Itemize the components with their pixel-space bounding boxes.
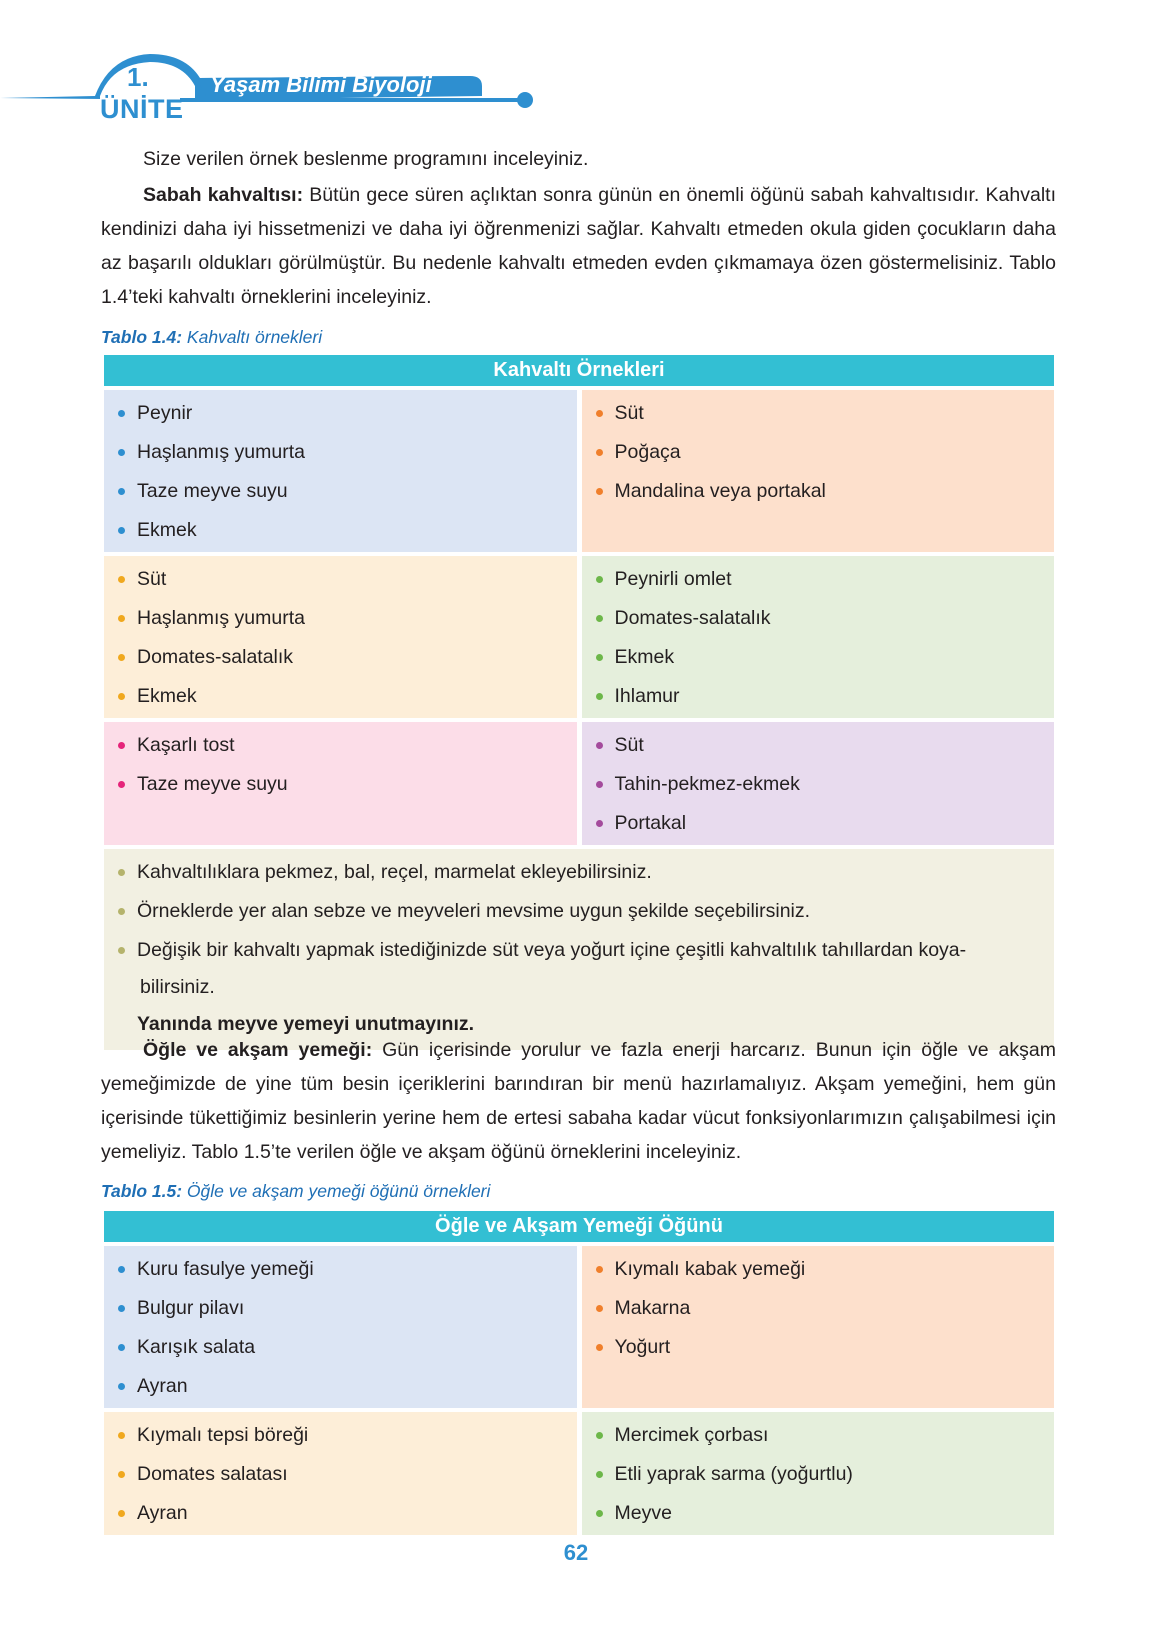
note-emphasis: Yanında meyve yemeyi unutmayınız. — [137, 1012, 475, 1035]
table2-caption-label: Tablo 1.5: — [101, 1181, 183, 1201]
list-item-text: Poğaça — [614, 441, 681, 463]
table1-notes — [104, 849, 1054, 1050]
bullet-icon — [596, 693, 603, 700]
list-item — [104, 1416, 577, 1455]
bullet-icon — [596, 820, 603, 827]
list-item — [582, 804, 1055, 843]
table-cell — [582, 722, 1055, 845]
list-item-text: Etli yaprak sarma (yoğurtlu) — [614, 1463, 853, 1485]
bullet-icon — [596, 1266, 603, 1273]
bullet-icon — [596, 742, 603, 749]
breakfast-lead: Sabah kahvaltısı: — [143, 184, 304, 206]
table-cell — [104, 556, 577, 718]
bullet-icon — [596, 1510, 603, 1517]
list-item — [104, 1250, 577, 1289]
bullet-icon — [596, 410, 603, 417]
bullet-icon — [118, 1510, 125, 1517]
bullet-icon — [118, 527, 125, 534]
list-item — [582, 1250, 1055, 1289]
table2-title: Öğle ve Akşam Yemeği Öğünü — [104, 1211, 1054, 1242]
list-item-text: Kıymalı kabak yemeği — [614, 1258, 806, 1280]
list-item — [104, 433, 577, 472]
table2-caption-text: Öğle ve akşam yemeği öğünü örnekleri — [182, 1181, 491, 1201]
table1-caption-label: Tablo 1.4: — [101, 327, 183, 347]
list-item — [104, 394, 577, 433]
list-item-text: Domates-salatalık — [137, 646, 294, 668]
list-item-text: Kaşarlı tost — [137, 734, 235, 756]
table2-caption — [101, 1181, 490, 1202]
bullet-icon — [118, 869, 125, 876]
table-cell — [582, 390, 1055, 552]
list-item-text: Meyve — [614, 1502, 672, 1524]
list-item-text: Peynirli omlet — [614, 568, 732, 590]
list-item — [104, 677, 577, 716]
list-item-text: Domates-salatalık — [614, 607, 771, 629]
bullet-icon — [596, 1344, 603, 1351]
meal-table — [104, 1211, 1054, 1539]
list-item — [582, 433, 1055, 472]
list-item — [104, 638, 577, 677]
bullet-icon — [118, 1305, 125, 1312]
unit-number: 1. — [127, 62, 149, 92]
table-cell — [104, 722, 577, 845]
table2-rows — [104, 1246, 1054, 1535]
table-cell — [582, 556, 1055, 718]
list-item-text: Taze meyve suyu — [137, 773, 288, 795]
list-item — [582, 1289, 1055, 1328]
table-cell — [582, 1412, 1055, 1535]
bullet-icon — [596, 654, 603, 661]
breakfast-paragraph — [101, 178, 1056, 314]
list-item — [582, 560, 1055, 599]
list-item — [104, 1328, 577, 1367]
book-title: Yaşam Bilimi Biyoloji — [210, 72, 432, 97]
table-row — [104, 1246, 1054, 1408]
list-item-text: Domates salatası — [137, 1463, 288, 1485]
bullet-icon — [596, 576, 603, 583]
bullet-icon — [118, 1471, 125, 1478]
meal-text: Gün içerisinde yorulur ve fazla enerji harcarız. Bunun için öğle ve akşam yemeğimizde de yine tüm besin içeriklerini barındıran bir menü hazırlamalıyız. Akşam yemeğini, hem gün içerisinde tükettiğimiz besinlerin yerine hem de ertesi sabaha kadar vücut fonksiyonlarımızın çalışabilmesi için yemeliyiz. Tablo 1.5’te verilen öğle ve akşam öğünü örneklerini inceleyiniz. — [101, 1039, 1056, 1163]
list-item — [104, 511, 577, 550]
intro-paragraph — [101, 142, 1056, 176]
table-cell — [104, 1412, 577, 1535]
list-item — [582, 638, 1055, 677]
list-item — [582, 599, 1055, 638]
list-item-text: Süt — [614, 734, 644, 756]
list-item-text: Kıymalı tepsi böreği — [137, 1424, 309, 1446]
list-item-text: Mandalina veya portakal — [614, 480, 826, 502]
list-item — [582, 726, 1055, 765]
bullet-icon — [118, 615, 125, 622]
bullet-icon — [596, 449, 603, 456]
list-item-text: Karışık salata — [137, 1336, 256, 1358]
list-item — [582, 1455, 1055, 1494]
table1-rows — [104, 390, 1054, 845]
bullet-icon — [118, 1383, 125, 1390]
bullet-icon — [118, 410, 125, 417]
bullet-icon — [596, 1432, 603, 1439]
note-item — [104, 853, 1054, 892]
table1-title: Kahvaltı Örnekleri — [104, 355, 1054, 386]
list-item — [104, 599, 577, 638]
list-item — [582, 677, 1055, 716]
list-item — [582, 765, 1055, 804]
list-item-text: Tahin-pekmez-ekmek — [614, 773, 800, 795]
bullet-icon — [118, 1432, 125, 1439]
bullet-icon — [596, 781, 603, 788]
list-item-text: Haşlanmış yumurta — [137, 441, 305, 463]
list-item — [104, 1494, 577, 1533]
list-item-text: Yoğurt — [614, 1336, 671, 1358]
list-item-text: Portakal — [614, 812, 687, 834]
list-item-text: Peynir — [137, 402, 193, 424]
list-item — [582, 394, 1055, 433]
bullet-icon — [118, 488, 125, 495]
bullet-icon — [596, 488, 603, 495]
bullet-icon — [118, 693, 125, 700]
table-cell — [104, 390, 577, 552]
note-continuation: bilirsiniz. — [140, 975, 215, 998]
list-item-text: Haşlanmış yumurta — [137, 607, 305, 629]
breakfast-table — [104, 355, 1054, 1050]
bullet-icon — [118, 1344, 125, 1351]
list-item-text: Ihlamur — [614, 685, 680, 707]
table-cell — [104, 1246, 577, 1408]
list-item-text: Bulgur pilavı — [137, 1297, 245, 1319]
table-row — [104, 556, 1054, 718]
meal-paragraph — [101, 1033, 1056, 1169]
note-item-text: Değişik bir kahvaltı yapmak istediğinizde süt veya yoğurt içine çeşitli kahvaltılık tahıllardan koya- — [137, 939, 967, 961]
list-item — [582, 1416, 1055, 1455]
note-item-text: Örneklerde yer alan sebze ve meyveleri mevsime uygun şekilde seçebilirsiniz. — [137, 900, 811, 922]
table1-caption — [101, 327, 322, 348]
table1-caption-text: Kahvaltı örnekleri — [182, 327, 323, 347]
bullet-icon — [118, 781, 125, 788]
list-item — [104, 1289, 577, 1328]
table-row — [104, 390, 1054, 552]
list-item-text: Makarna — [614, 1297, 691, 1319]
note-item-text: Kahvaltılıklara pekmez, bal, reçel, marmelat ekleyebilirsiniz. — [137, 861, 652, 883]
page-number: 62 — [563, 1540, 589, 1565]
list-item — [104, 726, 577, 765]
list-item-text: Taze meyve suyu — [137, 480, 288, 502]
list-item-text: Ekmek — [137, 685, 197, 707]
list-item-text: Ekmek — [137, 519, 197, 541]
unit-label: ÜNİTE — [100, 94, 184, 124]
bullet-icon — [118, 654, 125, 661]
list-item-text: Kuru fasulye yemeği — [137, 1258, 314, 1280]
meal-lead: Öğle ve akşam yemeği: — [143, 1039, 373, 1061]
note-items — [104, 853, 1054, 970]
list-item — [582, 1494, 1055, 1533]
bullet-icon — [118, 742, 125, 749]
list-item-text: Ayran — [137, 1375, 188, 1397]
table-cell — [582, 1246, 1055, 1408]
bullet-icon — [118, 908, 125, 915]
list-item-text: Mercimek çorbası — [614, 1424, 769, 1446]
list-item — [104, 1455, 577, 1494]
bullet-icon — [596, 615, 603, 622]
table-row — [104, 1412, 1054, 1535]
bullet-icon — [118, 449, 125, 456]
bullet-icon — [118, 1266, 125, 1273]
note-item — [104, 931, 1054, 970]
bullet-icon — [596, 1305, 603, 1312]
list-item-text: Süt — [137, 568, 167, 590]
list-item-text: Ayran — [137, 1502, 188, 1524]
list-item-text: Ekmek — [614, 646, 675, 668]
note-item — [104, 892, 1054, 931]
breakfast-text: Bütün gece süren açlıktan sonra günün en önemli öğünü sabah kahvaltısıdır. Kahvaltı kendinizi daha iyi hissetmenizi ve daha iyi öğrenmenizi sağlar. Kahvaltı etmeden okula giden çocukların daha az başarılı oldukları görülmüştür. Bu nedenle kahvaltı etmeden evden çıkmamaya özen göstermelisiniz. Tablo 1.4’teki kahvaltı örneklerini inceleyiniz. — [101, 184, 1056, 308]
bullet-icon — [118, 576, 125, 583]
bullet-icon — [118, 947, 125, 954]
list-item — [104, 1367, 577, 1406]
unit-header — [0, 52, 540, 122]
bullet-icon — [596, 1471, 603, 1478]
list-item — [104, 560, 577, 599]
list-item — [104, 472, 577, 511]
intro-text: Size verilen örnek beslenme programını inceleyiniz. — [143, 148, 589, 170]
list-item-text: Süt — [614, 402, 644, 424]
list-item — [104, 765, 577, 804]
table-row — [104, 722, 1054, 845]
list-item — [582, 472, 1055, 511]
list-item — [582, 1328, 1055, 1367]
